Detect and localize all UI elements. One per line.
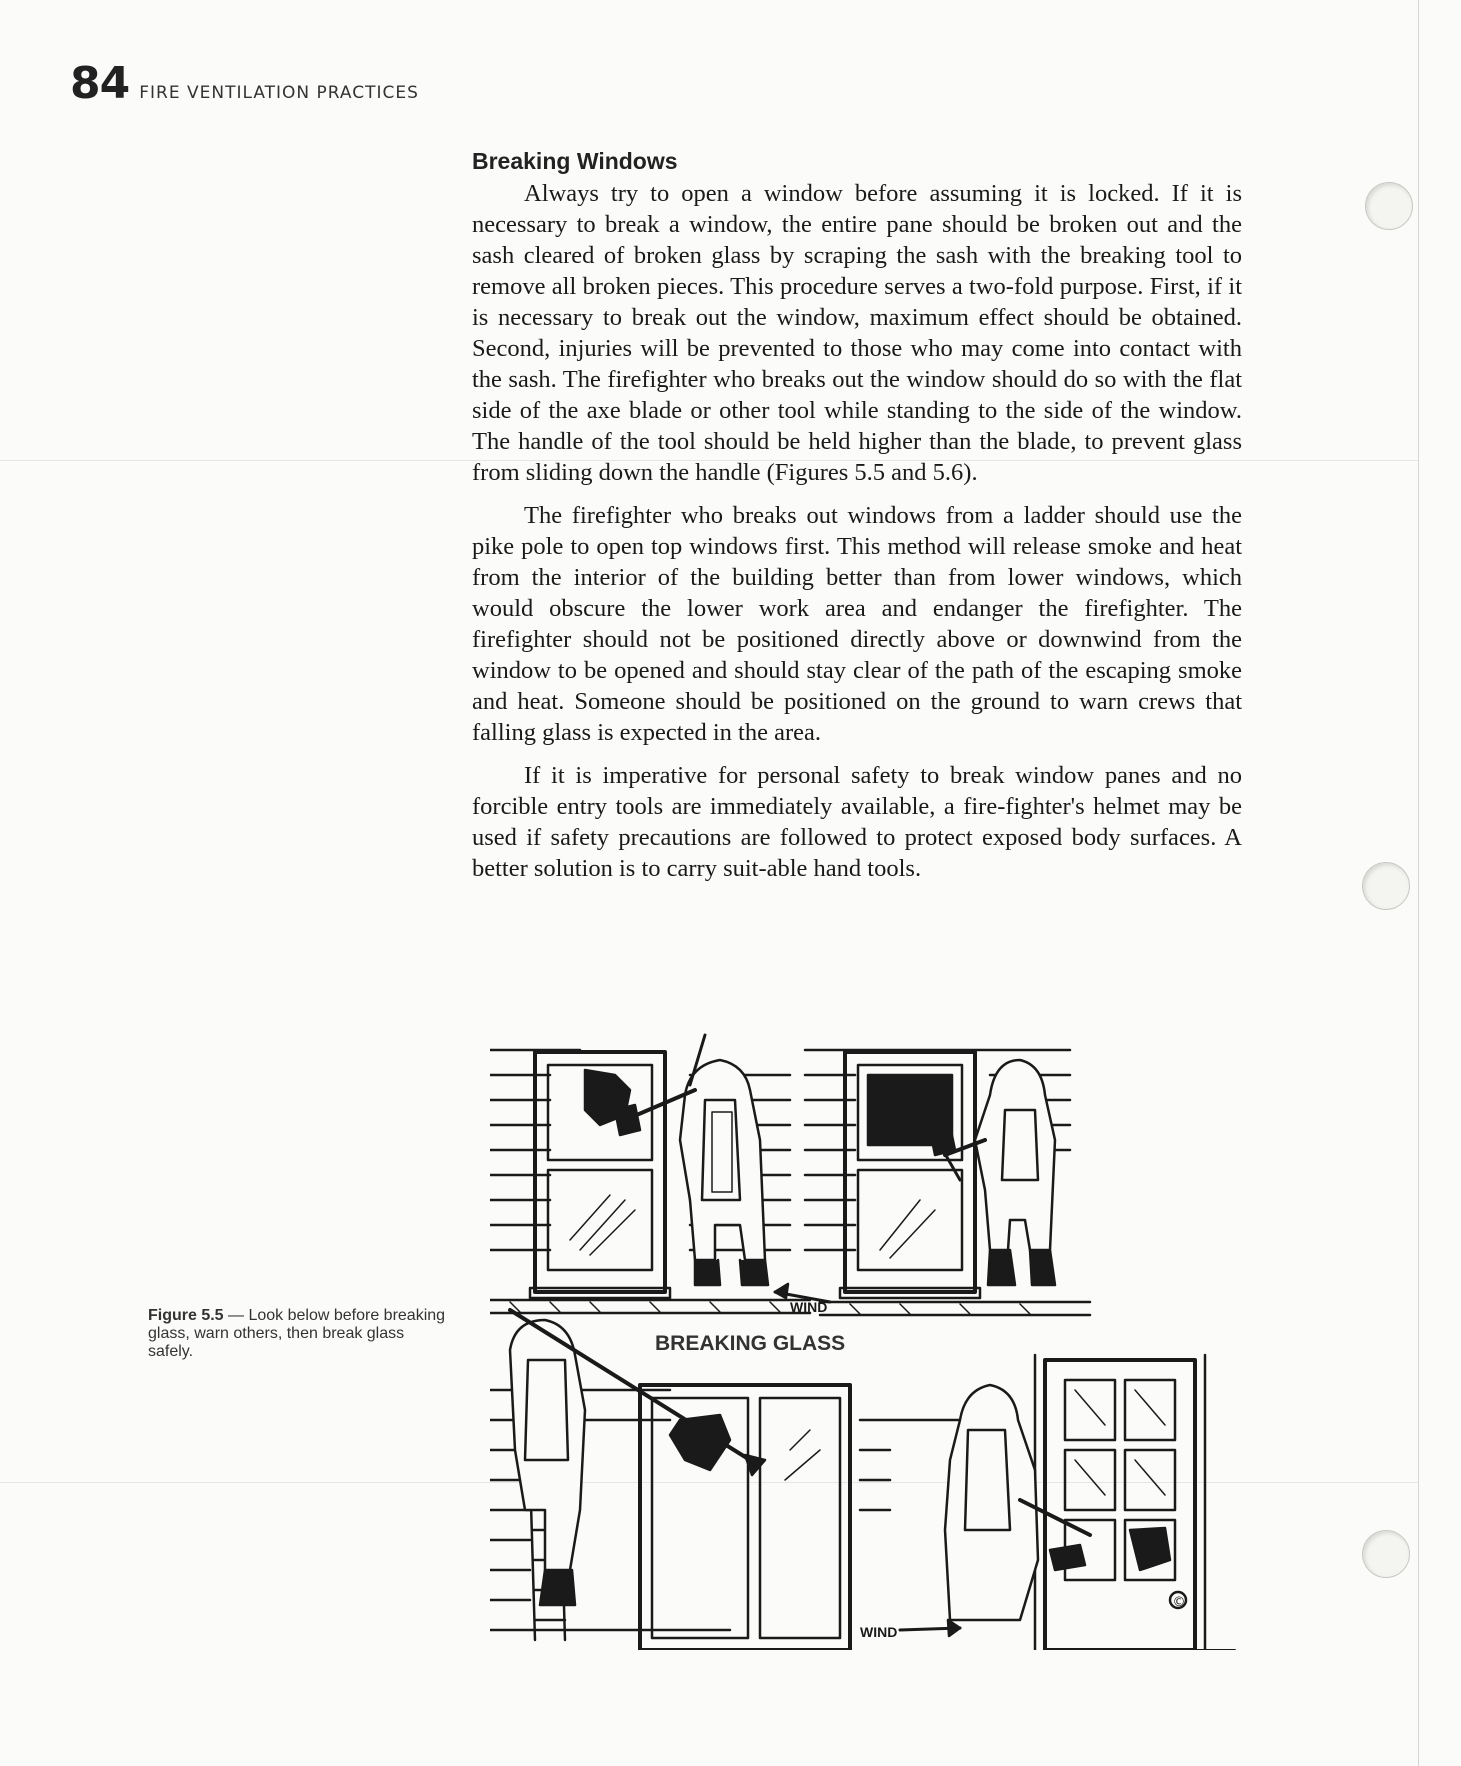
binder-hole <box>1362 1530 1410 1578</box>
paragraph: If it is imperative for personal safety to break window panes and no forcible entry tools are immediately available, a fire-fighter's helmet may be used if safety precautions are followed to protect exposed body surfaces. A better solution is to carry suit-able hand tools. <box>472 762 1242 882</box>
page-header <box>70 58 419 109</box>
section-heading: Breaking Windows <box>472 148 678 174</box>
firefighter-at-door <box>945 1385 1090 1620</box>
figure-caption <box>148 1307 448 1361</box>
figure-title: BREAKING GLASS <box>655 1332 846 1355</box>
paragraph: Always try to open a window before assuming it is locked. If it is necessary to break a window, the entire pane should be broken out and the sash cleared of broken glass by scraping the sash with the breaking tool to remove all broken pieces. This procedure serves a two-fold purpose. First, if it is necessary to break out the window, maximum effect should be obtained. Second, injuries will be prevented to those who may come into contact with the sash. The firefighter who breaks out the window should do so with the flat side of the axe blade or other tool while standing to the side of the window. The handle of the tool should be held higher than the blade, to prevent glass from sliding down the handle (Figures 5.5 and 5.6). <box>472 180 1242 486</box>
binder-hole <box>1362 862 1410 910</box>
siding-panel-bottom-right <box>860 1420 960 1510</box>
breaking-glass-illustration <box>490 1030 1240 1654</box>
page-number: 84 <box>70 58 130 109</box>
wind-label: WIND <box>860 1624 898 1640</box>
paragraph: The firefighter who breaks out windows from a ladder should use the pike pole to open top windows first. This method will release smoke and heat from the interior of the building better than from lower windows, which would obscure the lower work area and endanger the firefighter. The firefighter should not be positioned directly above or downwind from the window to be opened and should stay clear of the path of the escaping smoke and heat. Someone should be positioned on the ground to warn crews that falling glass is expected in the area. <box>472 502 1242 746</box>
page-edge <box>1418 0 1419 1766</box>
window-bottom-left <box>640 1385 850 1650</box>
body-text <box>472 178 1242 896</box>
ground-top-left <box>490 1300 810 1313</box>
figure-caption-text: — Look below before breaking glass, warn others, then break glass safely. <box>148 1307 446 1360</box>
figure-label: Figure 5.5 <box>148 1307 224 1324</box>
running-head: FIRE VENTILATION PRACTICES <box>139 83 419 103</box>
wind-arrow-bottom <box>860 1620 960 1640</box>
copyright-mark: © <box>1172 1595 1186 1610</box>
wind-label: WIND <box>790 1299 828 1315</box>
window-top-right <box>840 1052 980 1298</box>
ground-top-right <box>820 1302 1090 1315</box>
binder-hole <box>1365 182 1413 230</box>
